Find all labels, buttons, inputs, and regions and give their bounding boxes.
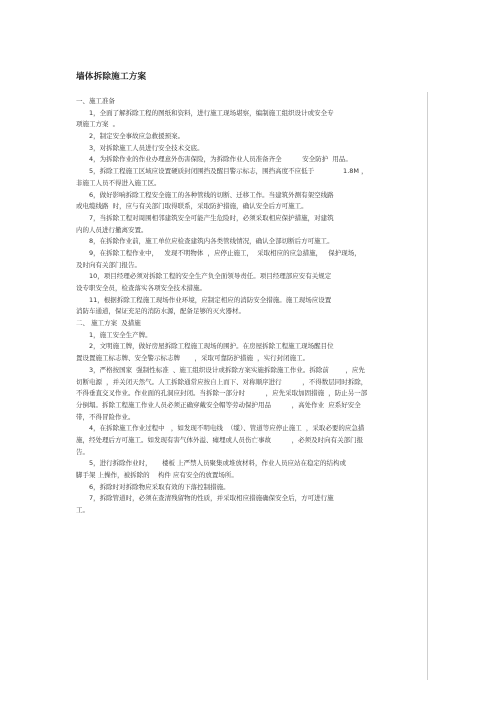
text-line: 11，根据拆除工程施工现场作业环境，应制定相应的消防安全措施。施工现场应设置	[89, 295, 332, 304]
text-line: 二、 施工方案 及措施	[76, 319, 141, 328]
text-line: 工。	[76, 506, 89, 515]
text-line: 一、施工准备	[76, 97, 115, 105]
text-line: 8，在拆除作业前，施工单位应检查建筑内各类管线情况，确认全部切断后方可施工。	[89, 237, 334, 246]
text-line: 消防车通道，保证充足的消防水源，配备足够的灭火器材。	[76, 307, 245, 316]
text-line: 或电缆线路 时，应与有关部门取得联系，采取防护措施，确认安全后方可施工。	[76, 202, 308, 211]
text-line: 1，全面了解拆除工程的图纸和资料，进行施工现场堪察，编制施工组织设计或安全专	[89, 108, 334, 117]
text-line: 5，拆除工程施工区域应设置硬质封闭围挡及醒目警示标志，围挡高度不应低于 1.8M ，	[89, 167, 368, 176]
text-line: 脚手架 上操作，被拆除的 构件 应有安全的放置场所。	[76, 471, 238, 479]
text-line: 4，在拆除施工作业过程中 ，如发现不明电线 （缆）、管道等应停止施工 ，采取必要的应急措	[89, 424, 365, 433]
text-line: 切断电源 ，并关闭天然气。人工拆除通常应按自上而下、对称顺序进行 ，不得数层同时拆除，	[76, 377, 368, 386]
text-line: 1，施工安全生产牌。	[89, 330, 152, 339]
text-line: 内的人员进行撤离安置。	[76, 225, 148, 234]
text-line: 项施工方案 。	[76, 120, 120, 129]
text-line: 2，文明施工牌，做好房屋拆除工程施工现场的围护。在房屋拆除工程施工现场醒目位	[89, 342, 334, 351]
text-line: 3，严格按国家 强制性标准 、施工组织设计或拆除方案实施拆除施工作业。拆除前 ，应先	[89, 365, 365, 374]
text-line: 5，进行拆除作业时， 楼板 上严禁人员聚集或堆放材料，作业人员应站在稳定的结构或	[89, 459, 347, 468]
text-line: 7，拆除管道时，必须在查清残留物的性质，并采取相应措施确保安全后，方可进行施	[89, 494, 334, 503]
document-title: 墙体拆除施工方案	[76, 72, 147, 82]
text-line: 3，对拆除施工人员进行安全技术交底。	[89, 143, 204, 152]
text-line: 告。	[76, 447, 89, 456]
text-line: 7，当拆除工程对周围相邻建筑安全可能产生危险时，必须采取相应保护措施，对建筑	[89, 213, 334, 222]
text-line: 置设置施工标志牌、安全警示标志牌 ，采取可靠防护措施 ，实行封闭施工。	[76, 354, 310, 363]
text-line: 施，经处理后方可施工。如发现有害气体外溢、瘫埋或人员伤亡事故 ，必须及时向有关部门报	[76, 435, 364, 444]
text-line: 设专职安全员，检查落实各项安全技术措施。	[76, 284, 206, 292]
text-line: 6，拆除时对拆除物应采取有效的下落控制措施。	[89, 482, 230, 491]
text-line: 2，制定安全事故应急救援预案。	[89, 132, 185, 141]
text-line: 9，在拆除工程作业中， 发现不明物体 ，应停止施工， 采取相应的应急措施， 保护现场，	[89, 248, 361, 257]
text-line: 带，不得冒险作业。	[76, 412, 135, 421]
text-line: 非施工人员不得进入施工区。	[76, 178, 161, 187]
margin-rule	[427, 92, 428, 680]
text-line: 6，做好影响拆除工程安全施工的各种管线的切断、迁移工作。当建筑外测有架空线路	[89, 190, 334, 199]
text-line: 4，为拆除作业的作业办理意外伤害保险，为拆除作业人员准备齐全 安全防护 用品。	[89, 155, 352, 164]
text-line: 分倒塌。拆除工程施工作业人员必须正确穿戴安全帽等劳动保护用品 ，高处作业 应系好安全	[76, 400, 361, 409]
text-line: 及时向有关部门报告。	[76, 260, 141, 269]
text-line: 10，项目经理必须对拆除工程的安全生产负全面领导责任。项目经理部应安有关规定	[89, 272, 332, 281]
document-body	[76, 96, 424, 517]
text-line: 不得垂直交叉作业。作业面的孔洞应封闭。当拆除一部分时 ，应先采取加固措施 ，防止另一部	[76, 389, 368, 398]
